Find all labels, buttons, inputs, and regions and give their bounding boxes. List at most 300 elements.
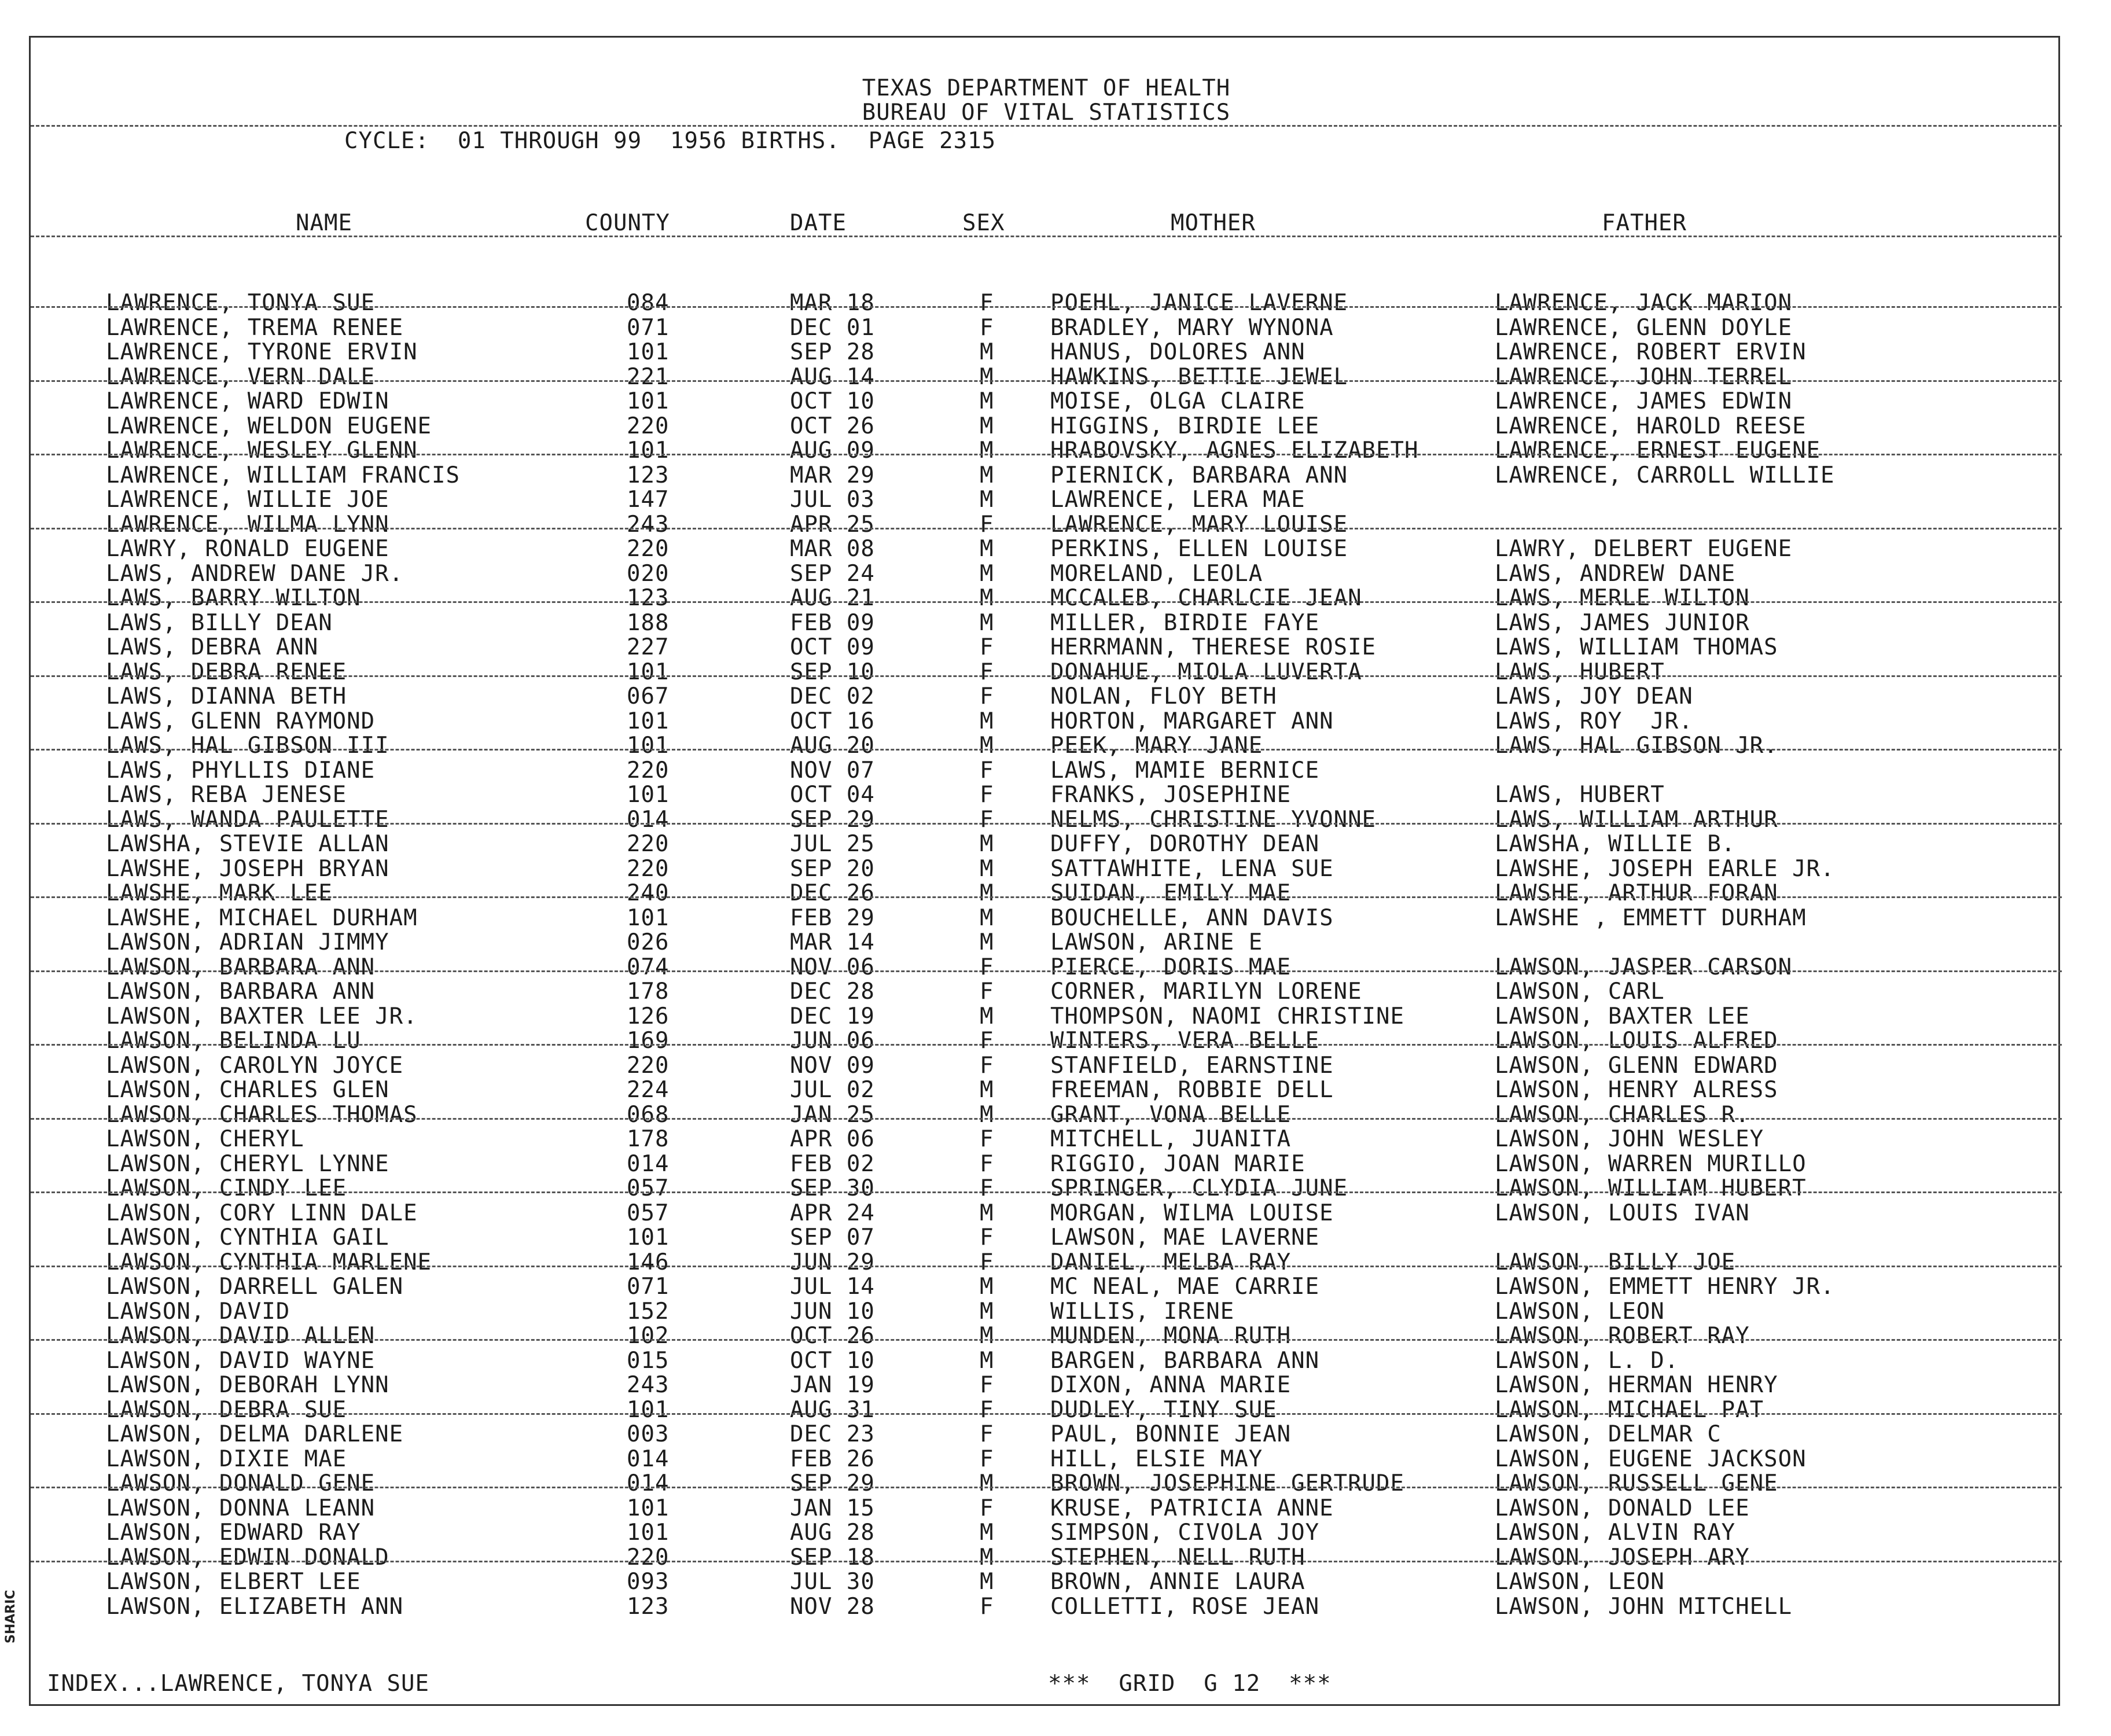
record-mother: SIMPSON, CIVOLA JOY bbox=[1050, 1520, 1320, 1546]
record-date: MAR 29 bbox=[790, 462, 875, 488]
record-sex: M bbox=[980, 733, 994, 759]
record-father: LAWRENCE, CARROLL WILLIE bbox=[1495, 462, 1835, 488]
record-father: LAWSON, JOHN MITCHELL bbox=[1495, 1593, 1793, 1620]
record-name: LAWSON, CINDY LEE bbox=[106, 1175, 347, 1201]
record-name: LAWSON, CHARLES GLEN bbox=[106, 1077, 389, 1103]
record-date: DEC 23 bbox=[790, 1421, 875, 1447]
record-name: LAWRENCE, TREMA RENEE bbox=[106, 314, 404, 341]
microfiche-sheet bbox=[29, 36, 2060, 1706]
record-name: LAWRENCE, WESLEY GLENN bbox=[106, 437, 418, 464]
record-father: LAWSON, GLENN EDWARD bbox=[1495, 1052, 1778, 1079]
record-date: OCT 26 bbox=[790, 1323, 875, 1349]
record-mother: FRANKS, JOSEPHINE bbox=[1050, 782, 1292, 808]
record-mother: PIERNICK, BARBARA ANN bbox=[1050, 462, 1348, 488]
record-father: LAWSON, JASPER CARSON bbox=[1495, 954, 1793, 980]
row-group-rule bbox=[31, 1339, 2062, 1341]
record-sex: M bbox=[980, 363, 994, 390]
record-name: LAWSON, CHERYL LYNNE bbox=[106, 1150, 389, 1177]
record-father: LAWSON, EMMETT HENRY JR. bbox=[1495, 1274, 1835, 1300]
record-name: LAWSHE, MARK LEE bbox=[106, 880, 333, 906]
record-father: LAWSHA, WILLIE B. bbox=[1495, 831, 1736, 857]
record-mother: MCCALEB, CHARLCIE JEAN bbox=[1050, 585, 1362, 611]
record-mother: MILLER, BIRDIE FAYE bbox=[1050, 609, 1320, 636]
record-name: LAWSON, DONNA LEANN bbox=[106, 1495, 376, 1521]
record-mother: STEPHEN, NELL RUTH bbox=[1050, 1544, 1305, 1571]
record-sex: F bbox=[980, 1150, 994, 1177]
record-name: LAWS, PHYLLIS DIANE bbox=[106, 757, 376, 784]
record-mother: FREEMAN, ROBBIE DELL bbox=[1050, 1077, 1334, 1103]
record-father: LAWSON, JOSEPH ARY bbox=[1495, 1544, 1750, 1571]
record-mother: PIERCE, DORIS MAE bbox=[1050, 954, 1292, 980]
record-name: LAWSON, EDWIN DONALD bbox=[106, 1544, 389, 1571]
record-county: 220 bbox=[627, 1052, 670, 1079]
record-county: 224 bbox=[627, 1077, 670, 1103]
record-name: LAWS, BILLY DEAN bbox=[106, 609, 333, 636]
record-date: SEP 30 bbox=[790, 1175, 875, 1201]
record-sex: F bbox=[980, 1052, 994, 1079]
record-county: 101 bbox=[627, 1224, 670, 1250]
record-sex: M bbox=[980, 831, 994, 857]
record-sex: M bbox=[980, 560, 994, 587]
record-sex: M bbox=[980, 1274, 994, 1300]
record-father: LAWSHE , EMMETT DURHAM bbox=[1495, 904, 1807, 931]
record-sex: M bbox=[980, 1323, 994, 1349]
record-mother: COLLETTI, ROSE JEAN bbox=[1050, 1593, 1320, 1620]
record-sex: F bbox=[980, 757, 994, 784]
record-mother: GRANT, VONA BELLE bbox=[1050, 1101, 1292, 1128]
record-mother: HORTON, MARGARET ANN bbox=[1050, 708, 1334, 734]
row-group-rule bbox=[31, 1044, 2062, 1046]
row-group-rule bbox=[31, 1191, 2062, 1193]
record-name: LAWRENCE, WELDON EUGENE bbox=[106, 413, 432, 439]
record-name: LAWSON, DEBRA SUE bbox=[106, 1396, 347, 1423]
record-sex: F bbox=[980, 1446, 994, 1472]
record-county: 146 bbox=[627, 1249, 670, 1275]
record-name: LAWSHE, JOSEPH BRYAN bbox=[106, 855, 389, 882]
record-father: LAWRENCE, JACK MARION bbox=[1495, 290, 1793, 316]
column-header-sex: SEX bbox=[962, 210, 1005, 236]
row-group-rule bbox=[31, 823, 2062, 825]
record-county: 014 bbox=[627, 806, 670, 833]
record-father: LAWS, HUBERT bbox=[1495, 659, 1665, 685]
record-father: LAWSON, ALVIN RAY bbox=[1495, 1520, 1736, 1546]
record-father: LAWRENCE, JAMES EDWIN bbox=[1495, 388, 1793, 414]
record-father: LAWSON, RUSSELL GENE bbox=[1495, 1470, 1778, 1496]
record-county: 014 bbox=[627, 1446, 670, 1472]
record-county: 243 bbox=[627, 1372, 670, 1398]
record-mother: PAUL, BONNIE JEAN bbox=[1050, 1421, 1292, 1447]
record-mother: MOISE, OLGA CLAIRE bbox=[1050, 388, 1305, 414]
record-date: NOV 09 bbox=[790, 1052, 875, 1079]
record-date: SEP 20 bbox=[790, 855, 875, 882]
side-mark: SHARIC bbox=[3, 1590, 18, 1643]
record-name: LAWRENCE, WARD EDWIN bbox=[106, 388, 389, 414]
record-sex: F bbox=[980, 1175, 994, 1201]
record-father: LAWSON, LOUIS ALFRED bbox=[1495, 1028, 1778, 1054]
record-date: SEP 07 bbox=[790, 1224, 875, 1250]
record-mother: DANIEL, MELBA RAY bbox=[1050, 1249, 1292, 1275]
record-sex: F bbox=[980, 1028, 994, 1054]
record-name: LAWS, BARRY WILTON bbox=[106, 585, 361, 611]
record-father: LAWSON, CHARLES R. bbox=[1495, 1101, 1750, 1128]
record-sex: M bbox=[980, 1101, 994, 1128]
record-county: 220 bbox=[627, 413, 670, 439]
footer-index: INDEX...LAWRENCE, TONYA SUE bbox=[47, 1671, 429, 1697]
record-mother: SUIDAN, EMILY MAE bbox=[1050, 880, 1292, 906]
record-date: DEC 02 bbox=[790, 683, 875, 709]
record-mother: BROWN, JOSEPHINE GERTRUDE bbox=[1050, 1470, 1404, 1496]
record-mother: MORGAN, WILMA LOUISE bbox=[1050, 1200, 1334, 1226]
row-group-rule bbox=[31, 454, 2062, 455]
record-sex: M bbox=[980, 413, 994, 439]
record-sex: F bbox=[980, 1593, 994, 1620]
record-sex: F bbox=[980, 1495, 994, 1521]
record-sex: M bbox=[980, 1347, 994, 1374]
record-county: 101 bbox=[627, 904, 670, 931]
record-sex: F bbox=[980, 634, 994, 660]
row-group-rule bbox=[31, 528, 2062, 529]
record-date: DEC 28 bbox=[790, 979, 875, 1005]
record-date: AUG 09 bbox=[790, 437, 875, 464]
record-date: SEP 24 bbox=[790, 560, 875, 587]
record-mother: WILLIS, IRENE bbox=[1050, 1298, 1235, 1325]
record-sex: M bbox=[980, 1200, 994, 1226]
record-mother: NELMS, CHRISTINE YVONNE bbox=[1050, 806, 1377, 833]
record-father: LAWS, JAMES JUNIOR bbox=[1495, 609, 1750, 636]
record-date: DEC 01 bbox=[790, 314, 875, 341]
record-sex: F bbox=[980, 1224, 994, 1250]
record-county: 026 bbox=[627, 929, 670, 955]
record-name: LAWSON, CHARLES THOMAS bbox=[106, 1101, 418, 1128]
record-sex: F bbox=[980, 314, 994, 341]
record-mother: HILL, ELSIE MAY bbox=[1050, 1446, 1263, 1472]
record-date: FEB 26 bbox=[790, 1446, 875, 1472]
record-county: 003 bbox=[627, 1421, 670, 1447]
record-mother: BROWN, ANNIE LAURA bbox=[1050, 1569, 1305, 1595]
record-county: 220 bbox=[627, 536, 670, 562]
cycle-line: CYCLE: 01 THROUGH 99 1956 BIRTHS. PAGE 2315 bbox=[344, 128, 996, 154]
record-county: 147 bbox=[627, 487, 670, 513]
row-group-rule bbox=[31, 601, 2062, 603]
record-date: SEP 18 bbox=[790, 1544, 875, 1571]
record-father: LAWSON, LOUIS IVAN bbox=[1495, 1200, 1750, 1226]
record-sex: F bbox=[980, 1372, 994, 1398]
record-county: 220 bbox=[627, 831, 670, 857]
record-date: OCT 10 bbox=[790, 388, 875, 414]
record-county: 101 bbox=[627, 659, 670, 685]
record-date: SEP 28 bbox=[790, 339, 875, 365]
record-sex: M bbox=[980, 585, 994, 611]
header-rule bbox=[31, 125, 2062, 127]
record-mother: KRUSE, PATRICIA ANNE bbox=[1050, 1495, 1334, 1521]
record-name: LAWRENCE, VERN DALE bbox=[106, 363, 376, 390]
row-group-rule bbox=[31, 1118, 2062, 1120]
column-header-rule bbox=[31, 236, 2062, 237]
record-name: LAWSON, DIXIE MAE bbox=[106, 1446, 347, 1472]
record-name: LAWSON, ADRIAN JIMMY bbox=[106, 929, 389, 955]
record-father: LAWSON, ROBERT RAY bbox=[1495, 1323, 1750, 1349]
record-county: 102 bbox=[627, 1323, 670, 1349]
record-county: 014 bbox=[627, 1150, 670, 1177]
record-father: LAWRENCE, HAROLD REESE bbox=[1495, 413, 1807, 439]
record-mother: PEEK, MARY JANE bbox=[1050, 733, 1263, 759]
row-group-rule bbox=[31, 306, 2062, 308]
record-name: LAWS, ANDREW DANE JR. bbox=[106, 560, 404, 587]
record-father: LAWRENCE, JOHN TERREL bbox=[1495, 363, 1793, 390]
record-father: LAWSON, L. D. bbox=[1495, 1347, 1679, 1374]
record-date: JUL 02 bbox=[790, 1077, 875, 1103]
record-sex: F bbox=[980, 511, 994, 538]
record-mother: SATTAWHITE, LENA SUE bbox=[1050, 855, 1334, 882]
record-mother: MITCHELL, JUANITA bbox=[1050, 1126, 1292, 1152]
record-name: LAWSON, ELBERT LEE bbox=[106, 1569, 361, 1595]
record-date: APR 06 bbox=[790, 1126, 875, 1152]
record-county: 093 bbox=[627, 1569, 670, 1595]
record-county: 071 bbox=[627, 1274, 670, 1300]
record-mother: THOMPSON, NAOMI CHRISTINE bbox=[1050, 1003, 1404, 1029]
record-sex: F bbox=[980, 1396, 994, 1423]
record-date: JAN 19 bbox=[790, 1372, 875, 1398]
record-father: LAWS, HAL GIBSON JR. bbox=[1495, 733, 1778, 759]
row-group-rule bbox=[31, 970, 2062, 972]
record-date: DEC 26 bbox=[790, 880, 875, 906]
row-group-rule bbox=[31, 675, 2062, 677]
record-name: LAWSON, DAVID ALLEN bbox=[106, 1323, 376, 1349]
record-sex: M bbox=[980, 1298, 994, 1325]
record-county: 057 bbox=[627, 1200, 670, 1226]
record-sex: M bbox=[980, 1569, 994, 1595]
record-father: LAWSON, BILLY JOE bbox=[1495, 1249, 1736, 1275]
row-group-rule bbox=[31, 896, 2062, 898]
record-date: AUG 14 bbox=[790, 363, 875, 390]
record-mother: HANUS, DOLORES ANN bbox=[1050, 339, 1305, 365]
record-father: LAWSON, LEON bbox=[1495, 1569, 1665, 1595]
record-date: AUG 28 bbox=[790, 1520, 875, 1546]
record-sex: F bbox=[980, 683, 994, 709]
record-sex: M bbox=[980, 487, 994, 513]
record-date: SEP 29 bbox=[790, 1470, 875, 1496]
record-sex: M bbox=[980, 1520, 994, 1546]
record-date: NOV 07 bbox=[790, 757, 875, 784]
column-header-date: DATE bbox=[790, 210, 847, 236]
record-mother: DUDLEY, TINY SUE bbox=[1050, 1396, 1277, 1423]
record-county: 015 bbox=[627, 1347, 670, 1374]
record-mother: BOUCHELLE, ANN DAVIS bbox=[1050, 904, 1334, 931]
footer-grid: *** GRID G 12 *** bbox=[1048, 1671, 1332, 1697]
record-date: AUG 20 bbox=[790, 733, 875, 759]
record-father: LAWSON, CARL bbox=[1495, 979, 1665, 1005]
record-sex: M bbox=[980, 1544, 994, 1571]
record-name: LAWSON, DARRELL GALEN bbox=[106, 1274, 404, 1300]
record-county: 123 bbox=[627, 585, 670, 611]
record-date: APR 25 bbox=[790, 511, 875, 538]
record-county: 020 bbox=[627, 560, 670, 587]
record-mother: BRADLEY, MARY WYNONA bbox=[1050, 314, 1334, 341]
record-father: LAWRENCE, GLENN DOYLE bbox=[1495, 314, 1793, 341]
record-county: 240 bbox=[627, 880, 670, 906]
record-date: JUL 30 bbox=[790, 1569, 875, 1595]
record-date: JAN 25 bbox=[790, 1101, 875, 1128]
row-group-rule bbox=[31, 749, 2062, 751]
record-mother: POEHL, JANICE LAVERNE bbox=[1050, 290, 1348, 316]
record-father: LAWSON, WILLIAM HUBERT bbox=[1495, 1175, 1807, 1201]
record-sex: M bbox=[980, 1470, 994, 1496]
record-name: LAWSON, CYNTHIA GAIL bbox=[106, 1224, 389, 1250]
record-father: LAWSON, MICHAEL PAT bbox=[1495, 1396, 1764, 1423]
record-father: LAWRENCE, ERNEST EUGENE bbox=[1495, 437, 1821, 464]
record-county: 101 bbox=[627, 388, 670, 414]
record-date: JUN 10 bbox=[790, 1298, 875, 1325]
record-sex: F bbox=[980, 1421, 994, 1447]
record-mother: NOLAN, FLOY BETH bbox=[1050, 683, 1277, 709]
record-name: LAWSON, BARBARA ANN bbox=[106, 979, 376, 1005]
row-group-rule bbox=[31, 1413, 2062, 1415]
record-father: LAWSON, WARREN MURILLO bbox=[1495, 1150, 1807, 1177]
record-sex: F bbox=[980, 290, 994, 316]
record-mother: LAWS, MAMIE BERNICE bbox=[1050, 757, 1320, 784]
record-mother: LAWRENCE, MARY LOUISE bbox=[1050, 511, 1348, 538]
record-county: 178 bbox=[627, 979, 670, 1005]
record-name: LAWSON, BARBARA ANN bbox=[106, 954, 376, 980]
record-father: LAWSON, HERMAN HENRY bbox=[1495, 1372, 1778, 1398]
record-name: LAWS, REBA JENESE bbox=[106, 782, 347, 808]
record-mother: LAWSON, ARINE E bbox=[1050, 929, 1263, 955]
record-county: 220 bbox=[627, 757, 670, 784]
column-header-county: COUNTY bbox=[585, 210, 670, 236]
record-sex: M bbox=[980, 708, 994, 734]
record-mother: SPRINGER, CLYDIA JUNE bbox=[1050, 1175, 1348, 1201]
record-mother: MUNDEN, MONA RUTH bbox=[1050, 1323, 1292, 1349]
record-date: AUG 31 bbox=[790, 1396, 875, 1423]
record-mother: MORELAND, LEOLA bbox=[1050, 560, 1263, 587]
record-sex: F bbox=[980, 979, 994, 1005]
record-county: 101 bbox=[627, 733, 670, 759]
record-county: 057 bbox=[627, 1175, 670, 1201]
record-county: 101 bbox=[627, 1520, 670, 1546]
record-sex: M bbox=[980, 388, 994, 414]
record-county: 101 bbox=[627, 708, 670, 734]
record-name: LAWRENCE, WILMA LYNN bbox=[106, 511, 389, 538]
record-county: 101 bbox=[627, 782, 670, 808]
record-mother: HAWKINS, BETTIE JEWEL bbox=[1050, 363, 1348, 390]
record-name: LAWRENCE, WILLIAM FRANCIS bbox=[106, 462, 460, 488]
record-date: JUL 14 bbox=[790, 1274, 875, 1300]
record-county: 220 bbox=[627, 1544, 670, 1571]
record-name: LAWS, HAL GIBSON III bbox=[106, 733, 389, 759]
record-county: 220 bbox=[627, 855, 670, 882]
record-date: APR 24 bbox=[790, 1200, 875, 1226]
record-mother: HERRMANN, THERESE ROSIE bbox=[1050, 634, 1377, 660]
record-mother: DUFFY, DOROTHY DEAN bbox=[1050, 831, 1320, 857]
record-sex: F bbox=[980, 806, 994, 833]
record-date: JAN 15 bbox=[790, 1495, 875, 1521]
record-date: DEC 19 bbox=[790, 1003, 875, 1029]
record-mother: DONAHUE, MIOLA LUVERTA bbox=[1050, 659, 1362, 685]
record-county: 014 bbox=[627, 1470, 670, 1496]
record-county: 227 bbox=[627, 634, 670, 660]
record-mother: RIGGIO, JOAN MARIE bbox=[1050, 1150, 1305, 1177]
record-mother: STANFIELD, EARNSTINE bbox=[1050, 1052, 1334, 1079]
record-father: LAWS, ROY JR. bbox=[1495, 708, 1693, 734]
record-father: LAWS, JOY DEAN bbox=[1495, 683, 1693, 709]
record-name: LAWSON, DAVID bbox=[106, 1298, 290, 1325]
record-mother: BARGEN, BARBARA ANN bbox=[1050, 1347, 1320, 1374]
record-county: 101 bbox=[627, 339, 670, 365]
record-name: LAWSON, CYNTHIA MARLENE bbox=[106, 1249, 432, 1275]
record-mother: HRABOVSKY, AGNES ELIZABETH bbox=[1050, 437, 1419, 464]
record-father: LAWSON, EUGENE JACKSON bbox=[1495, 1446, 1807, 1472]
record-date: OCT 04 bbox=[790, 782, 875, 808]
record-father: LAWSON, JOHN WESLEY bbox=[1495, 1126, 1764, 1152]
record-mother: LAWRENCE, LERA MAE bbox=[1050, 487, 1305, 513]
record-county: 123 bbox=[627, 462, 670, 488]
row-group-rule bbox=[31, 380, 2062, 382]
record-county: 126 bbox=[627, 1003, 670, 1029]
record-county: 188 bbox=[627, 609, 670, 636]
record-sex: F bbox=[980, 1249, 994, 1275]
record-sex: M bbox=[980, 855, 994, 882]
record-father: LAWRY, DELBERT EUGENE bbox=[1495, 536, 1793, 562]
record-sex: F bbox=[980, 659, 994, 685]
record-mother: PERKINS, ELLEN LOUISE bbox=[1050, 536, 1348, 562]
record-date: JUL 03 bbox=[790, 487, 875, 513]
record-name: LAWSON, EDWARD RAY bbox=[106, 1520, 361, 1546]
record-date: SEP 29 bbox=[790, 806, 875, 833]
record-date: NOV 06 bbox=[790, 954, 875, 980]
record-county: 074 bbox=[627, 954, 670, 980]
record-county: 221 bbox=[627, 363, 670, 390]
record-father: LAWSON, BAXTER LEE bbox=[1495, 1003, 1750, 1029]
record-date: OCT 16 bbox=[790, 708, 875, 734]
record-name: LAWSHE, MICHAEL DURHAM bbox=[106, 904, 418, 931]
record-name: LAWSON, CAROLYN JOYCE bbox=[106, 1052, 404, 1079]
record-date: JUL 25 bbox=[790, 831, 875, 857]
record-father: LAWSON, HENRY ALRESS bbox=[1495, 1077, 1778, 1103]
record-date: FEB 29 bbox=[790, 904, 875, 931]
record-county: 071 bbox=[627, 314, 670, 341]
record-date: FEB 02 bbox=[790, 1150, 875, 1177]
column-header-mother: MOTHER bbox=[1171, 210, 1256, 236]
record-father: LAWSON, DELMAR C bbox=[1495, 1421, 1722, 1447]
column-header-name: NAME bbox=[296, 210, 352, 236]
record-name: LAWSON, CORY LINN DALE bbox=[106, 1200, 418, 1226]
record-sex: M bbox=[980, 904, 994, 931]
record-sex: F bbox=[980, 1126, 994, 1152]
record-name: LAWS, DIANNA BETH bbox=[106, 683, 347, 709]
record-date: JUN 29 bbox=[790, 1249, 875, 1275]
record-name: LAWS, WANDA PAULETTE bbox=[106, 806, 389, 833]
record-sex: M bbox=[980, 437, 994, 464]
record-county: 101 bbox=[627, 1495, 670, 1521]
record-name: LAWSON, DONALD GENE bbox=[106, 1470, 376, 1496]
record-date: JUN 06 bbox=[790, 1028, 875, 1054]
column-header-father: FATHER bbox=[1602, 210, 1687, 236]
record-sex: M bbox=[980, 929, 994, 955]
row-group-rule bbox=[31, 1561, 2062, 1562]
record-mother: WINTERS, VERA BELLE bbox=[1050, 1028, 1320, 1054]
row-group-rule bbox=[31, 1266, 2062, 1267]
bureau-title: BUREAU OF VITAL STATISTICS bbox=[862, 100, 1231, 126]
record-county: 178 bbox=[627, 1126, 670, 1152]
record-father: LAWS, WILLIAM ARTHUR bbox=[1495, 806, 1778, 833]
record-father: LAWSHE, ARTHUR FORAN bbox=[1495, 880, 1778, 906]
record-name: LAWRENCE, TONYA SUE bbox=[106, 290, 376, 316]
record-date: SEP 10 bbox=[790, 659, 875, 685]
record-name: LAWSON, DEBORAH LYNN bbox=[106, 1372, 389, 1398]
record-name: LAWSON, BAXTER LEE JR. bbox=[106, 1003, 418, 1029]
record-mother: DIXON, ANNA MARIE bbox=[1050, 1372, 1292, 1398]
record-sex: M bbox=[980, 1003, 994, 1029]
